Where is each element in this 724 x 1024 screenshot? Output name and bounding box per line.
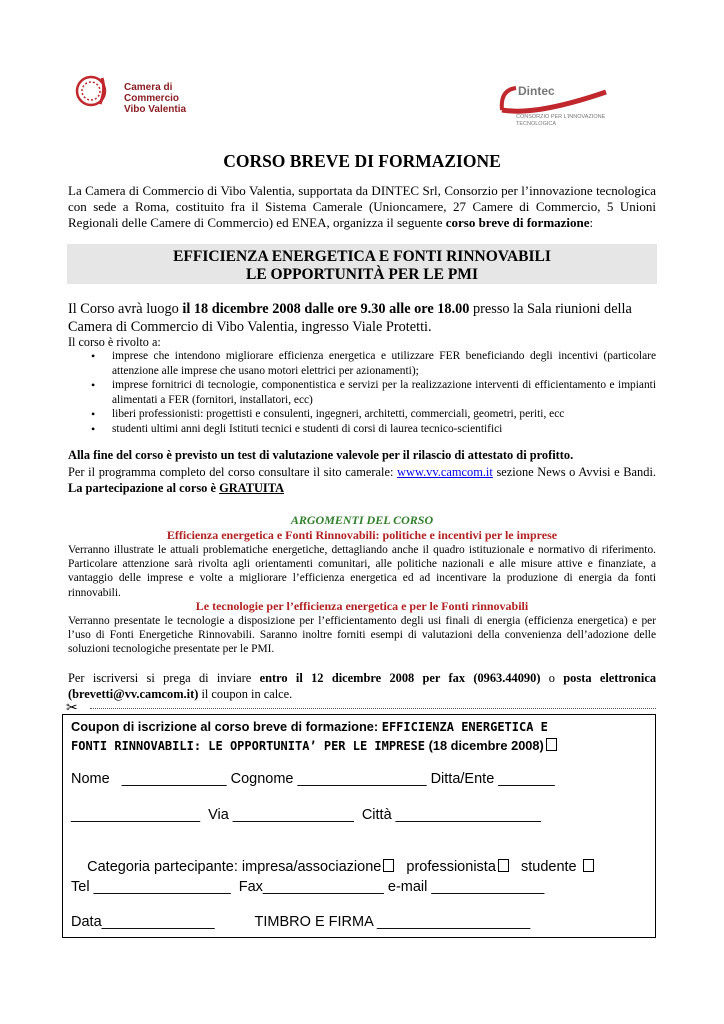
camera-commercio-logo [72, 72, 212, 114]
impresa-checkbox[interactable] [383, 859, 394, 872]
course-title-band [67, 244, 657, 284]
test-notice: Alla fine del corso è previsto un test di valutazione valevole per il rilascio di attestato di profitto. [68, 448, 574, 462]
course-title-line-1: EFFICIENZA ENERGETICA E FONTI RINNOVABILI [173, 248, 551, 265]
schedule-post: presso la Sala riunioni della Camera di Commercio di Vibo Valentia, ingresso Viale Protetti. [68, 301, 632, 335]
coupon-heading-1b: EFFICIENZA ENERGETICA E [381, 720, 548, 734]
form-row-signature[interactable]: Data______________ TIMBRO E FIRMA ___________________ [71, 914, 531, 930]
audience-intro: Il corso è rivolto a: [68, 335, 161, 349]
list-item: • studenti ultimi anni degli Istituti tecnici e studenti di corsi di laurea tecnico-scientifici [68, 422, 656, 437]
topic-1-body: Verranno illustrate le attuali problematiche energetiche, dettagliando anche il quadro istituzionale e normativo di riferimento. Particolare attenzione sarà rivolta agli orientamenti comunitari, alle politiche nazionali e alle misure attive e finanziate, a vantaggio delle imprese e volte a migliorare l’efficienza energetica ed ad incentivare la produzione di energia da fonti rinnovabili. [68, 544, 656, 599]
program-bold: La partecipazione al corso è [68, 481, 220, 495]
professionista-checkbox[interactable] [498, 859, 509, 872]
topics-heading: ARGOMENTI DEL CORSO [290, 513, 434, 527]
dintec-logo [496, 80, 616, 132]
form-row-contacts[interactable]: Tel _________________ Fax_______________ e-mail ______________ [71, 879, 545, 895]
studente-checkbox[interactable] [583, 859, 594, 872]
logo-left-line-1: Camera di Commercio [124, 82, 180, 104]
form-row-address[interactable]: ________________ Via _______________ Città __________________ [71, 807, 541, 823]
signup-bold-2: posta elettronica (brevetti@vv.camcom.it) [68, 671, 657, 701]
schedule-pre: Il Corso avrà luogo [68, 301, 183, 317]
dintec-sub-1: CONSORZIO PER L'INNOVAZIONE [516, 114, 606, 120]
camcom-website-link[interactable]: www.vv.camcom.it [397, 465, 493, 479]
coupon-heading-1a: Coupon di iscrizione al corso breve di formazione: [71, 719, 382, 734]
page-title: CORSO BREVE DI FORMAZIONE [223, 151, 501, 171]
signup-post: il coupon in calce. [198, 687, 293, 701]
scissors-icon: ✂ [66, 701, 78, 716]
intro-bold: corso breve di formazione [445, 215, 590, 230]
coupon-heading-1 [71, 718, 651, 736]
logo-left-line-2: Vibo Valentia [124, 104, 187, 115]
form-row-name[interactable]: Nome _____________ Cognome ________________ Ditta/Ente _______ [71, 771, 555, 787]
list-item: • liberi professionisti: progettisti e consulenti, ingegneri, architetti, commerciali, geometri, periti, ecc [68, 407, 656, 422]
schedule-paragraph [68, 300, 656, 336]
topic-1-title: Efficienza energetica e Fonti Rinnovabili: politiche e incentivi per le imprese [166, 528, 558, 542]
schedule-bold: il 18 dicembre 2008 dalle ore 9.30 alle ore 18.00 [182, 301, 470, 317]
category-studente-label: studente [508, 859, 581, 875]
intro-paragraph [68, 183, 656, 231]
program-pre: Per il programma completo del corso consultare il sito camerale: [68, 465, 398, 479]
program-paragraph [68, 464, 656, 496]
program-post: sezione News o Avvisi e Bandi. [492, 465, 656, 479]
audience-list [68, 349, 656, 436]
dintec-sub-2: TECNOLOGICA [516, 121, 557, 127]
topic-2-body: Verranno presentate le tecnologie a disposizione per l’efficientamento degli usi finali di energia (efficienza energetica) e per l’uso di Fonti Energetiche Rinnovabili. Saranno inoltre forniti esempi di valutazioni della convenienza dell’adozione delle soluzioni tecnologiche presentate per le PMI. [68, 615, 656, 656]
coupon-form [62, 714, 656, 938]
list-item: • imprese fornitrici di tecnologie, componentistica e servizi per la realizzazione interventi di efficientamento e impianti alimentati a FER (fornitori, installatori, ecc) [68, 378, 656, 407]
coupon-heading-2a: FONTI RINNOVABILI: LE OPPORTUNITA’ PER LE IMPRESE [71, 739, 426, 753]
dintec-name: Dintec [518, 84, 555, 98]
free-badge: GRATUITA [219, 481, 285, 495]
category-professionista-label: professionista [394, 859, 496, 875]
category-impresa-label: Categoria partecipante: impresa/associazione [87, 859, 382, 875]
intro-text: La Camera di Commercio di Vibo Valentia, supportata da DINTEC Srl, Consorzio per l’innovazione tecnologica con sede a Roma, costituito fra il Sistema Camerale (Unioncamere, 27 Camere di Commercio, 5 Unioni Regionali delle Camere di Commercio) ed ENEA, organizza il seguente [68, 183, 656, 230]
checkbox[interactable] [546, 738, 557, 751]
signup-pre: Per iscriversi si prega di inviare [68, 671, 260, 685]
course-title-line-2: LE OPPORTUNITÀ PER LE PMI [246, 266, 478, 283]
signup-paragraph [68, 670, 656, 702]
cut-line [90, 708, 656, 709]
coupon-heading-2 [71, 737, 651, 755]
signup-bold-1: entro il 12 dicembre 2008 per fax (0963.44090) [259, 671, 541, 685]
coupon-heading-2b: (18 dicembre 2008) [425, 738, 544, 753]
signup-mid: o [540, 671, 564, 685]
topic-2-title: Le tecnologie per l’efficienza energetica e per le Fonti rinnovabili [195, 599, 529, 613]
list-item: • imprese che intendono migliorare efficienza energetica e utilizzare FER beneficiando degli incentivi (particolare attenzione alle imprese che usano motori elettrici per azionamenti); [68, 349, 656, 378]
intro-end: : [589, 215, 594, 230]
